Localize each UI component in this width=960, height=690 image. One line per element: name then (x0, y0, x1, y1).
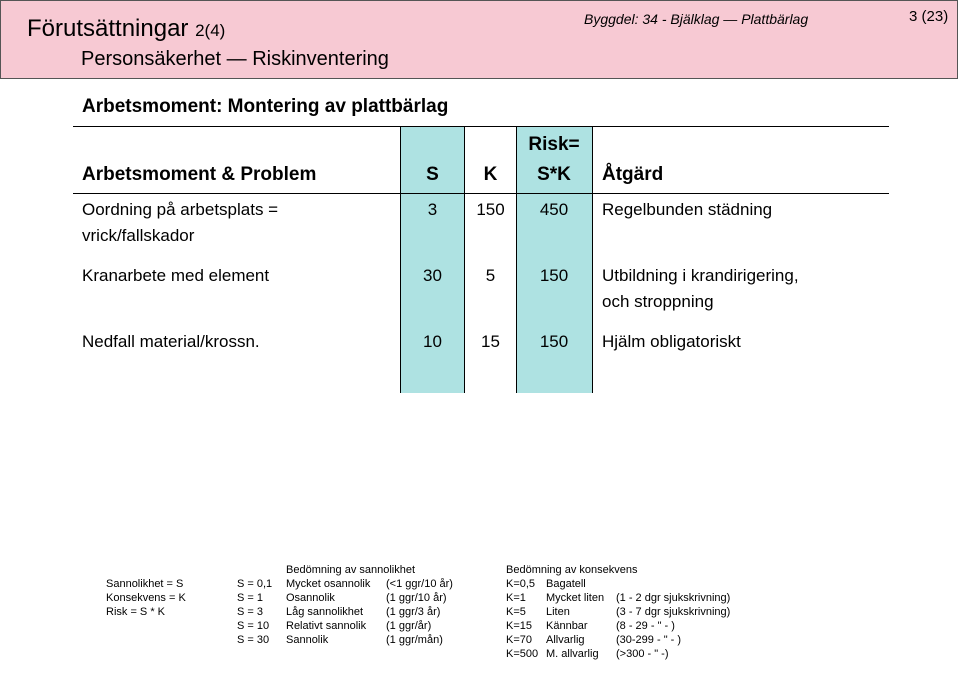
row1-atgard-line1: Regelbunden städning (602, 200, 773, 219)
legend-def-k: Konsekvens = K (106, 592, 186, 604)
legend-k-value-0: K=0,5 (506, 578, 536, 590)
page-title (27, 15, 225, 43)
row3-k: 15 (481, 332, 500, 351)
legend-k-desc-3: (8 - 29 - " - ) (616, 620, 675, 632)
legend-s-freq-4: (1 ggr/mån) (386, 634, 443, 646)
row2-risk: 150 (539, 266, 569, 285)
legend-k-value-5: K=500 (506, 648, 539, 660)
header-moment: Arbetsmoment & Problem (82, 164, 317, 185)
row2-atgard-line1: Utbildning i krandirigering, (602, 266, 799, 285)
byggdel-label: Byggdel: 34 - Bjälklag — Plattbärlag (584, 11, 809, 27)
legend-s-value-1: S = 1 (237, 592, 263, 604)
row2-atgard-line2: och stroppning (602, 292, 714, 311)
legend-k-desc-4: (30-299 - " - ) (616, 634, 682, 646)
legend-s-freq-0: (<1 ggr/10 år) (386, 578, 453, 590)
legend-k-label-3: Kännbar (546, 620, 588, 632)
legend-s-label-4: Sannolik (286, 634, 329, 646)
legend-s-label-3: Relativt sannolik (286, 620, 367, 632)
table-top-rule (73, 126, 889, 127)
row1-s: 3 (427, 200, 438, 219)
legend-k-value-2: K=5 (506, 606, 526, 618)
legend-k-value-4: K=70 (506, 634, 532, 646)
legend-k-desc-1: (1 - 2 dgr sjukskrivning) (616, 592, 731, 604)
header-k: K (483, 164, 498, 185)
row2-moment-line1: Kranarbete med element (82, 266, 270, 285)
legend-k-value-1: K=1 (506, 592, 526, 604)
row1-moment-line1: Oordning på arbetsplats = (82, 200, 279, 219)
legend-k-value-3: K=15 (506, 620, 532, 632)
row2-s: 30 (423, 266, 442, 285)
legend-k-label-4: Allvarlig (546, 634, 585, 646)
legend-s-value-2: S = 3 (237, 606, 263, 618)
row3-atgard-line1: Hjälm obligatoriskt (602, 332, 741, 351)
legend-k-desc-5: (>300 - " -) (616, 648, 669, 660)
legend-k-label-1: Mycket liten (546, 592, 605, 604)
row3-s: 10 (423, 332, 442, 351)
legend-s-freq-2: (1 ggr/3 år) (386, 606, 441, 618)
header-banner (0, 0, 958, 79)
section-title: Arbetsmoment: Montering av plattbärlag (82, 96, 449, 117)
header-atgard: Åtgärd (602, 164, 664, 185)
header-s: S (426, 164, 439, 185)
row3-moment-line1: Nedfall material/krossn. (82, 332, 260, 351)
legend-k-label-5: M. allvarlig (546, 648, 599, 660)
legend-s-label-1: Osannolik (286, 592, 335, 604)
row2-k: 5 (485, 266, 496, 285)
legend-s-value-0: S = 0,1 (237, 578, 273, 590)
title-main: Förutsättningar (27, 15, 189, 42)
legend-s-value-4: S = 30 (237, 634, 270, 646)
title-part-indicator: 2(4) (195, 21, 226, 40)
legend-sannolikhet-title: Bedömning av sannolikhet (286, 564, 416, 576)
legend-def-s: Sannolikhet = S (106, 578, 184, 590)
row1-risk: 450 (539, 200, 569, 219)
header-risk-line1: Risk= (528, 134, 580, 155)
legend-def-risk: Risk = S * K (106, 606, 165, 618)
table-header-rule (73, 193, 889, 194)
legend-s-label-2: Låg sannolikhet (286, 606, 364, 618)
header-risk-line2: S*K (537, 164, 571, 185)
row3-risk: 150 (539, 332, 569, 351)
divider-risk-right (592, 126, 593, 393)
row1-moment-line2: vrick/fallskador (82, 226, 195, 245)
legend-k-label-2: Liten (546, 606, 570, 618)
legend-s-freq-1: (1 ggr/10 år) (386, 592, 447, 604)
row1-k: 150 (476, 200, 505, 219)
legend-k-label-0: Bagatell (546, 578, 586, 590)
legend-s-label-0: Mycket osannolik (286, 578, 371, 590)
legend-k-desc-2: (3 - 7 dgr sjukskrivning) (616, 606, 731, 618)
page-subtitle: Personsäkerhet — Riskinventering (81, 48, 389, 70)
legend-s-value-3: S = 10 (237, 620, 270, 632)
legend-s-freq-3: (1 ggr/år) (386, 620, 432, 632)
page-number: 3 (23) (909, 8, 949, 25)
legend-konsekvens-title: Bedömning av konsekvens (506, 564, 638, 576)
